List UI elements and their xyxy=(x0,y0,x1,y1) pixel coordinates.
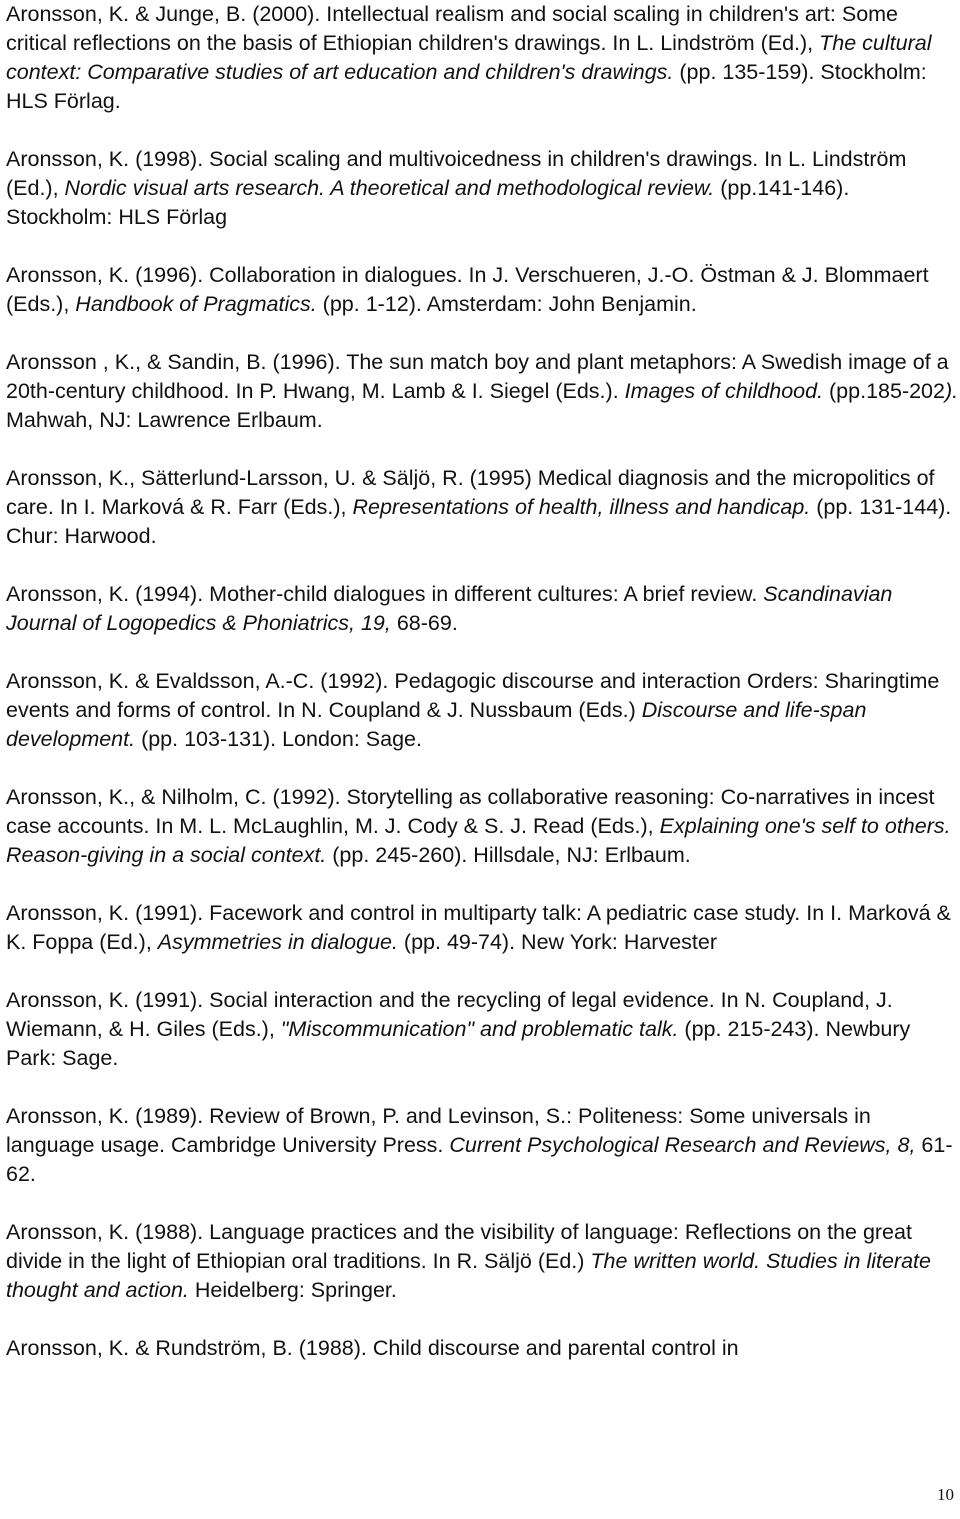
reference-title-italic: Discourse and life-span development. xyxy=(6,698,867,751)
reference-text: Mahwah, NJ: Lawrence Erlbaum. xyxy=(6,408,323,432)
reference-title-italic: ). xyxy=(944,379,959,403)
reference-title-italic: Nordic visual arts research. A theoretical and methodological review. xyxy=(64,176,715,200)
reference-text: Aronsson, K. (1996). Collaboration in dialogues. In J. Verschueren, J.-O. Östman & J. Blommaert (Eds.), xyxy=(6,263,929,316)
reference-title-italic: Explaining one's self to others. Reason-giving in a social context. xyxy=(6,814,951,867)
reference-entry xyxy=(6,464,960,551)
reference-text: (pp. 103-131). London: Sage. xyxy=(135,727,422,751)
reference-text: Heidelberg: Springer. xyxy=(188,1278,397,1302)
reference-text: Aronsson, K. (1994). Mother-child dialogues in different cultures: A brief review. xyxy=(6,582,764,606)
reference-title-italic: Scandinavian Journal of Logopedics & Phoniatrics, 19, xyxy=(6,582,893,635)
reference-title-italic: Handbook of Pragmatics. xyxy=(75,292,317,316)
reference-text: (pp. 49-74). New York: Harvester xyxy=(397,930,718,954)
reference-entry xyxy=(6,0,960,116)
reference-text: Aronsson, K. (1988). Language practices and the visibility of language: Reflections on the great divide in the light of Ethiopian oral traditions. In R. Säljö (Ed.) xyxy=(6,1220,912,1273)
reference-entry xyxy=(6,1218,960,1305)
reference-text: (pp.185-202 xyxy=(823,379,945,403)
reference-text: Aronsson, K. (1998). Social scaling and multivoicedness in children's drawings. In L. Lindström (Ed.), xyxy=(6,147,907,200)
reference-entry xyxy=(6,1334,960,1363)
reference-text: (pp. 1-12). Amsterdam: John Benjamin. xyxy=(316,292,697,316)
reference-title-italic: Asymmetries in dialogue. xyxy=(157,930,398,954)
reference-text: (pp. 245-260). Hillsdale, NJ: Erlbaum. xyxy=(326,843,691,867)
reference-text: 68-69. xyxy=(390,611,458,635)
reference-text: (pp.141-146). Stockholm: HLS Förlag xyxy=(6,176,850,229)
reference-entry xyxy=(6,348,960,435)
reference-text: Aronsson, K. (1991). Facework and control in multiparty talk: A pediatric case study. In I. Marková & K. Foppa (Ed.), xyxy=(6,901,951,954)
reference-entry xyxy=(6,899,960,957)
reference-title-italic: Images of childhood. xyxy=(624,379,824,403)
reference-text: Aronsson, K. & Junge, B. (2000). Intellectual realism and social scaling in children's art: Some critical reflections on the basis of Ethiopian children's drawings. In L. Lindström (Ed.), xyxy=(6,2,899,55)
page-number: 10 xyxy=(937,1485,954,1504)
reference-list xyxy=(6,0,960,1363)
reference-title-italic: The written world. Studies in literate thought and action. xyxy=(6,1249,931,1302)
reference-entry xyxy=(6,986,960,1073)
reference-text: Aronsson, K., & Nilholm, C. (1992). Storytelling as collaborative reasoning: Co-narratives in incest case accounts. In M. L. McLaughlin, M. J. Cody & S. J. Read (Eds.), xyxy=(6,785,935,838)
reference-text: Aronsson, K. & Evaldsson, A.-C. (1992). Pedagogic discourse and interaction Orders: Sharingtime events and forms of control. In N. Coupland & J. Nussbaum (Eds.) xyxy=(6,669,940,722)
reference-entry xyxy=(6,145,960,232)
reference-text: Aronsson , K., & Sandin, B. (1996). The sun match boy and plant metaphors: A Swedish image of a 20th-century childhood. In P. Hwang, M. Lamb & I. Siegel (Eds.). xyxy=(6,350,949,403)
reference-title-italic: Current Psychological Research and Reviews, 8, xyxy=(449,1133,916,1157)
reference-entry xyxy=(6,580,960,638)
reference-text: (pp. 215-243). Newbury Park: Sage. xyxy=(6,1017,911,1070)
reference-entry xyxy=(6,783,960,870)
reference-entry xyxy=(6,667,960,754)
reference-title-italic: The cultural context: Comparative studies of art education and children's drawings. xyxy=(6,31,932,84)
reference-text: (pp. 131-144). Chur: Harwood. xyxy=(6,495,952,548)
reference-text: Aronsson, K. & Rundström, B. (1988). Child discourse and parental control in xyxy=(6,1336,739,1360)
reference-entry xyxy=(6,1102,960,1189)
reference-title-italic: Representations of health, illness and handicap. xyxy=(352,495,811,519)
reference-text: Aronsson, K. (1989). Review of Brown, P. and Levinson, S.: Politeness: Some universals in language usage. Cambridge University Press. xyxy=(6,1104,871,1157)
reference-title-italic: "Miscommunication" and problematic talk. xyxy=(280,1017,679,1041)
reference-entry xyxy=(6,261,960,319)
reference-text: Aronsson, K. (1991). Social interaction and the recycling of legal evidence. In N. Coupland, J. Wiemann, & H. Giles (Eds.), xyxy=(6,988,893,1041)
reference-text: 61-62. xyxy=(6,1133,953,1186)
reference-text: Aronsson, K., Sätterlund-Larsson, U. & Säljö, R. (1995) Medical diagnosis and the micropolitics of care. In I. Marková & R. Farr (Eds.), xyxy=(6,466,935,519)
reference-text: (pp. 135-159). Stockholm: HLS Förlag. xyxy=(6,60,927,113)
